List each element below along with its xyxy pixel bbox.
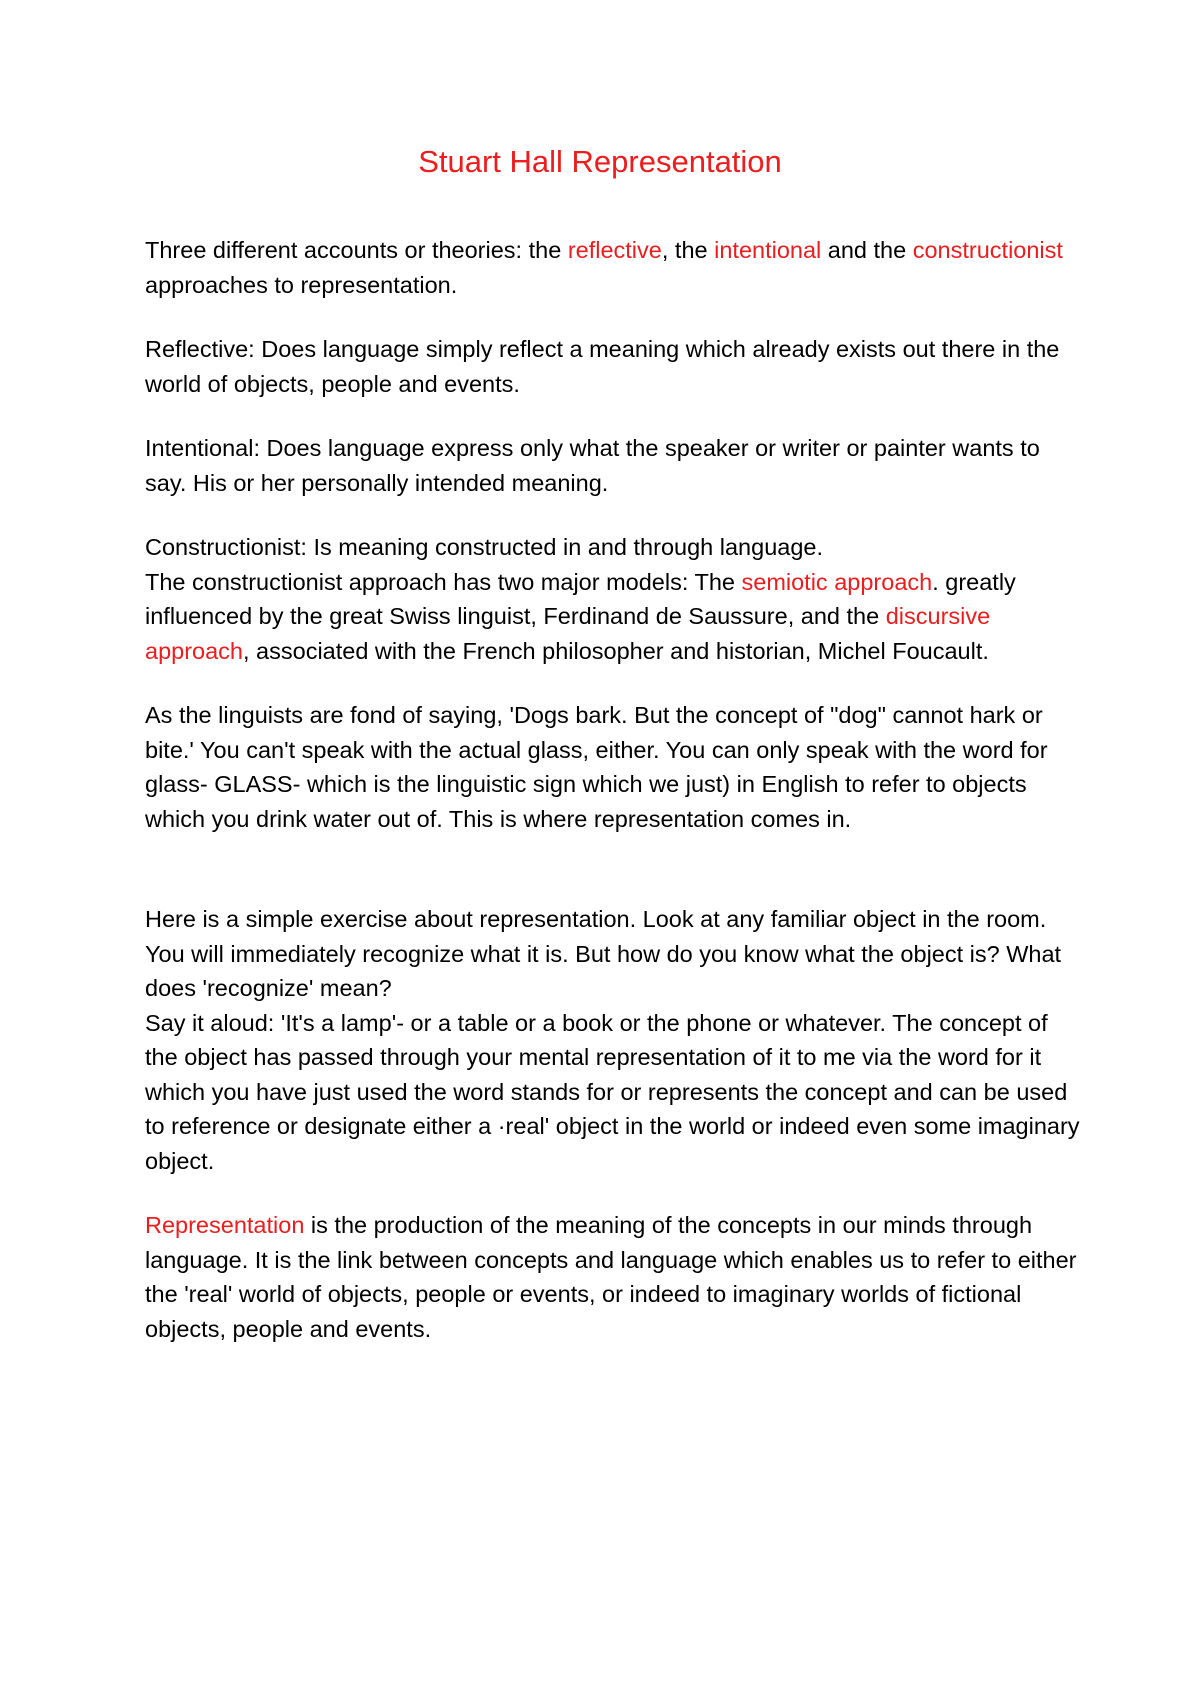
constructionist-text-2: . greatly influenced by the great Swiss linguist, Ferdinand de Saussure, and the bbox=[145, 568, 1016, 629]
paragraph-gap bbox=[145, 302, 1085, 332]
definition-paragraph bbox=[145, 1208, 1085, 1346]
keyword-intentional: intentional bbox=[714, 237, 822, 263]
keyword-reflective: reflective bbox=[567, 237, 662, 263]
linguists-paragraph: As the linguists are fond of saying, 'Dogs bark. But the concept of "dog" cannot hark or bite.' You can't speak with the actual glass, either. You can only speak with the word for glass- GLASS- which is the linguistic sign which we just) in English to refer to objects which you drink water out of. This is where representation comes in. bbox=[145, 702, 1048, 832]
reflective-paragraph: Reflective: Does language simply reflect a meaning which already exists out there in the world of objects, people and events. bbox=[145, 336, 1060, 397]
page-title: Stuart Hall Representation bbox=[418, 144, 782, 179]
document-body bbox=[145, 233, 1085, 1346]
intro-text-3: and the bbox=[821, 237, 913, 263]
paragraph-gap bbox=[145, 668, 1085, 698]
paragraph-gap bbox=[145, 500, 1085, 530]
definition-text: is the production of the meaning of the concepts in our minds through language. It is the link between concepts and language which enables us to refer to either the 'real' world of objects, people or events, or indeed to imaginary worlds of fictional objects, people and events. bbox=[145, 1212, 1077, 1342]
intro-paragraph bbox=[145, 233, 1085, 302]
constructionist-heading-line: Constructionist: Is meaning constructed in and through language. bbox=[145, 534, 824, 560]
paragraph-gap-large bbox=[145, 836, 1085, 902]
paragraph-gap bbox=[145, 1178, 1085, 1208]
keyword-representation: Representation bbox=[145, 1212, 305, 1238]
paragraph-gap bbox=[145, 401, 1085, 431]
constructionist-text-3: , associated with the French philosopher and historian, Michel Foucault. bbox=[243, 637, 989, 664]
keyword-constructionist: constructionist bbox=[912, 237, 1063, 263]
exercise-paragraph-2: Say it aloud: 'It's a lamp'- or a table or a book or the phone or whatever. The concept of the object has passed through your mental representation of it to me via the word for it which you have just used the word stands for or represents the concept and can be used to reference or designate either a ·real' object in the world or indeed even some imaginary object. bbox=[145, 1009, 1080, 1174]
exercise-paragraph-1: Here is a simple exercise about representation. Look at any familiar object in the room. You will immediately recognize what it is. But how do you know what the object is? What does 'recognize' mean? bbox=[145, 906, 1062, 1001]
intentional-paragraph: Intentional: Does language express only what the speaker or writer or painter wants to say. His or her personally intended meaning. bbox=[145, 435, 1040, 496]
intro-text-2: , the bbox=[661, 237, 715, 263]
keyword-discursive-approach: discursive approach bbox=[145, 603, 991, 664]
constructionist-text-1: The constructionist approach has two major models: The bbox=[145, 568, 742, 595]
intro-text-1: Three different accounts or theories: the bbox=[145, 237, 568, 263]
constructionist-paragraph bbox=[145, 565, 1085, 669]
keyword-semiotic-approach: semiotic approach bbox=[741, 568, 933, 595]
intro-text-4: approaches to representation. bbox=[145, 271, 458, 298]
